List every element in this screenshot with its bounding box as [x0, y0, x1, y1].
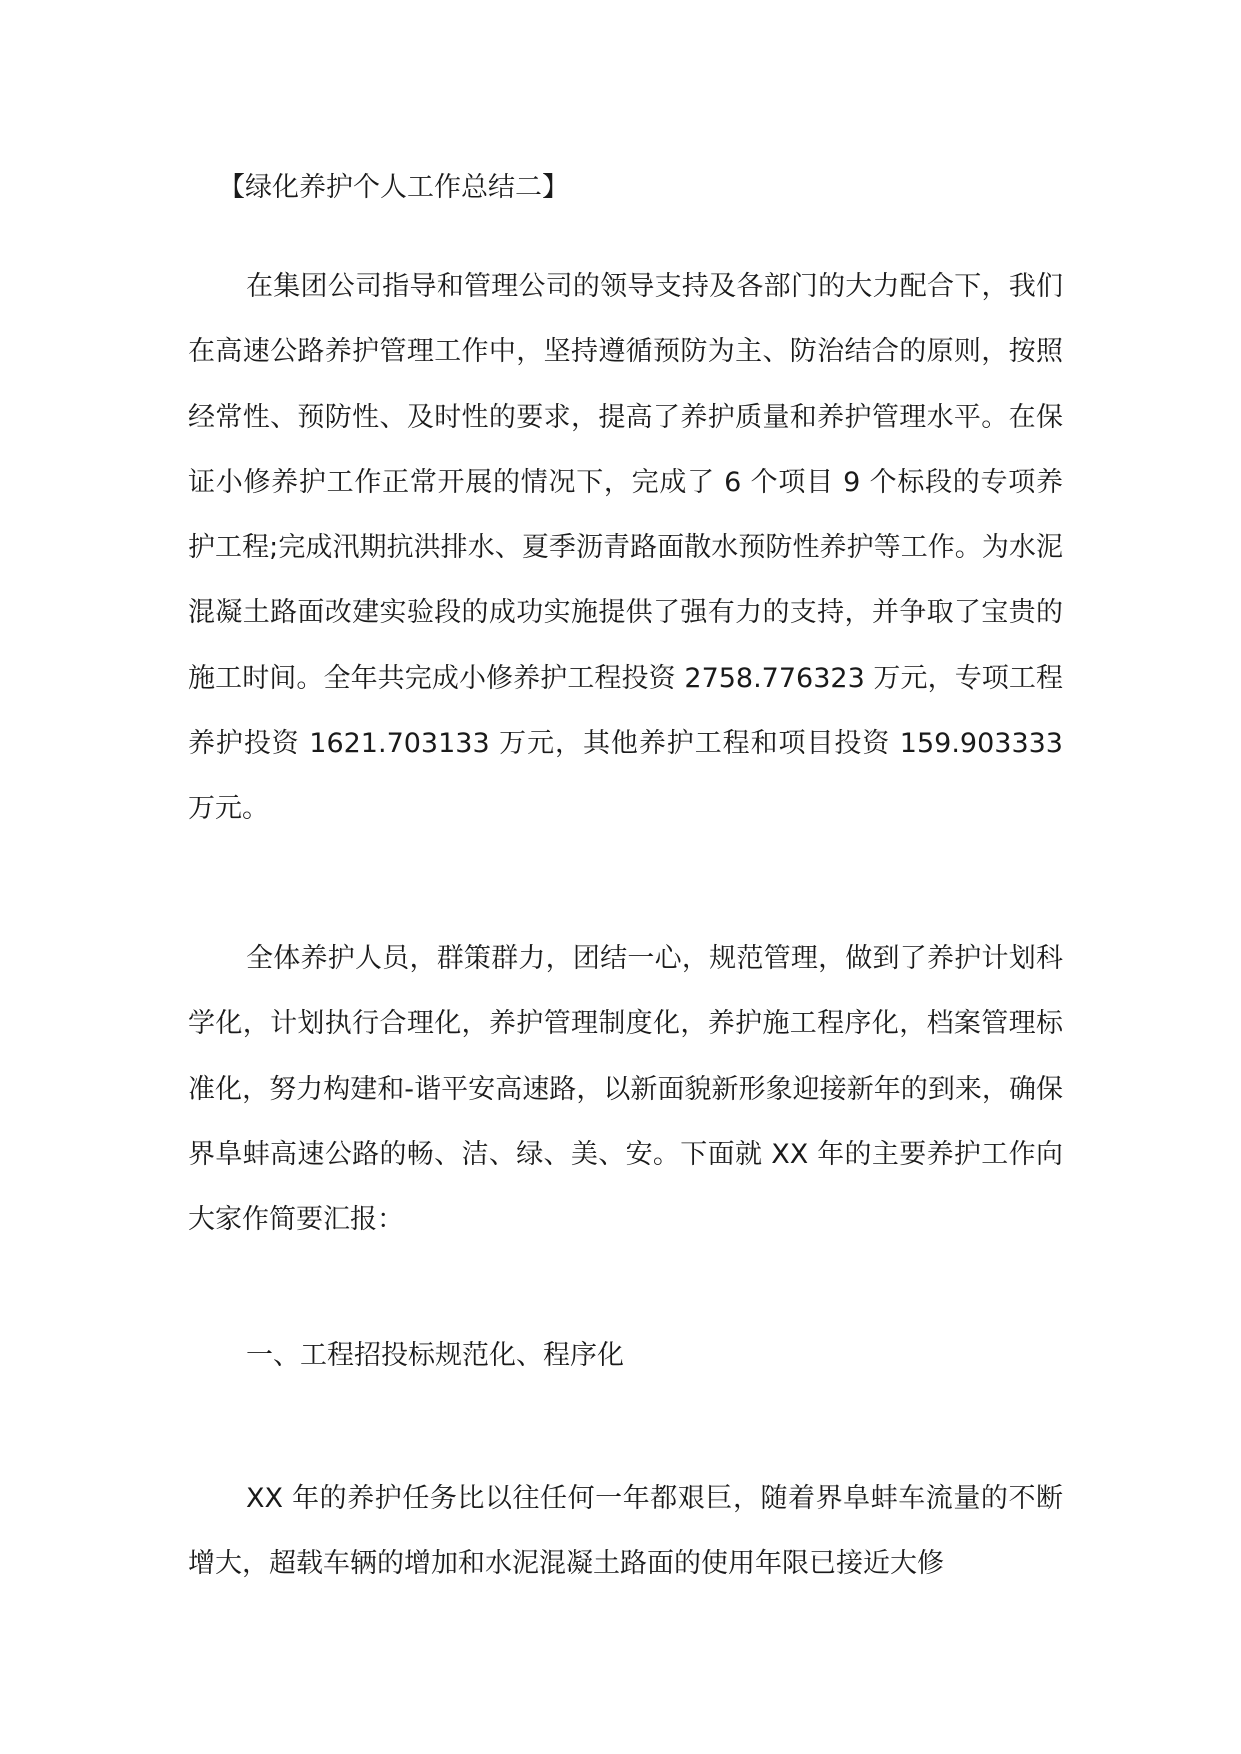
paragraph-tasks: XX 年的养护任务比以往任何一年都艰巨，随着界阜蚌车流量的不断增大，超载车辆的增加和水泥混凝土路面的使用年限已接近大修 [188, 1483, 1063, 1580]
paragraph-intro: 在集团公司指导和管理公司的领导支持及各部门的大力配合下，我们在高速公路养护管理工作中，坚持遵循预防为主、防治结合的原则，按照经常性、预防性、及时性的要求，提高了养护质量和养护管理水平。在保证小修养护工作正常开展的情况下，完成了 6 个项目 9 个标段的专项养护工程;完成汛期抗洪排水、夏季沥青路面散水预防性养护等工作。为水泥混凝土路面改建实验段的成功实施提供了强有力的支持，并争取了宝贵的施工时间。全年共完成小修养护工程投资 2758.776323 万元，专项工程养护投资 1621.703133 万元，其他养护工程和项目投资 159.903333 万元。 [188, 271, 1063, 825]
document-heading: 【绿化养护个人工作总结二】 [218, 172, 569, 203]
section-title-bidding: 一、工程招投标规范化、程序化 [246, 1340, 624, 1371]
paragraph-staff: 全体养护人员，群策群力，团结一心，规范管理，做到了养护计划科学化，计划执行合理化，养护管理制度化，养护施工程序化，档案管理标准化，努力构建和-谐平安高速路，以新面貌新形象迎接新年的到来，确保界阜蚌高速公路的畅、洁、绿、美、安。下面就 XX 年的主要养护工作向大家作简要汇报： [188, 943, 1063, 1236]
